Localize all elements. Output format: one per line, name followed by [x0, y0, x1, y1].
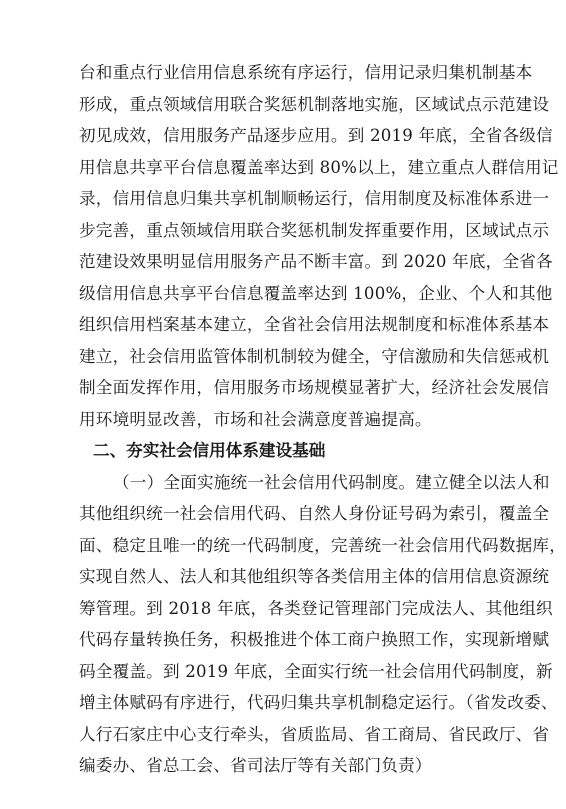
paragraph-line: 录，信用信息归集共享机制顺畅运行，信用制度及标准体系进一 — [79, 189, 550, 208]
paragraph-line: 实现自然人、法人和其他组织等各类信用主体的信用信息资源统 — [79, 567, 550, 586]
section-heading: 二、夯实社会信用体系建设基础 — [93, 441, 326, 460]
paragraph-line: 组织信用档案基本建立，全省社会信用法规制度和标准体系基本 — [79, 315, 550, 334]
paragraph-line: 建立，社会信用监管体制机制较为健全，守信激励和失信惩戒机 — [79, 347, 550, 366]
paragraph-line: 级信用信息共享平台信息覆盖率达到 100%，企业、个人和其他 — [79, 284, 553, 303]
paragraph-line: 编委办、省总工会、省司法厅等有关部门负责） — [79, 756, 432, 775]
paragraph-line: 步完善，重点领域信用联合奖惩机制发挥重要作用，区域试点示 — [79, 221, 550, 240]
paragraph-line: 用环境明显改善，市场和社会满意度普遍提高。 — [79, 410, 432, 429]
paragraph-line: 人行石家庄中心支行牵头，省质监局、省工商局、省民政厅、省 — [79, 725, 550, 744]
paragraph-line: 制全面发挥作用，信用服务市场规模显著扩大，经济社会发展信 — [79, 378, 550, 397]
paragraph-line: 形成，重点领域信用联合奖惩机制落地实施，区域试点示范建设 — [79, 95, 550, 114]
paragraph-line: 码全覆盖。到 2019 年底，全面实行统一社会信用代码制度，新 — [79, 662, 553, 681]
paragraph-line: 台和重点行业信用信息系统有序运行，信用记录归集机制基本 — [79, 63, 533, 82]
paragraph-line: 增主体赋码有序进行，代码归集共享机制稳定运行。（省发改委、 — [79, 693, 558, 712]
paragraph-line: 其他组织统一社会信用代码、自然人身份证号码为索引，覆盖全 — [79, 504, 550, 523]
paragraph-line: 范建设效果明显信用服务产品不断丰富。到 2020 年底，全省各 — [79, 252, 553, 271]
paragraph-line: 代码存量转换任务，积极推进个体工商户换照工作，实现新增赋 — [79, 630, 550, 649]
paragraph-line: 用信息共享平台信息覆盖率达到 80%以上，建立重点人群信用记 — [79, 158, 559, 177]
paragraph-line: 面、稳定且唯一的统一代码制度，完善统一社会信用代码数据库， — [79, 536, 566, 555]
paragraph-line: 筹管理。到 2018 年底，各类登记管理部门完成法人、其他组织 — [79, 599, 553, 618]
paragraph-line: （一）全面实施统一社会信用代码制度。建立健全以法人和 — [113, 473, 550, 492]
paragraph-line: 初见成效，信用服务产品逐步应用。到 2019 年底，全省各级信 — [79, 126, 553, 145]
